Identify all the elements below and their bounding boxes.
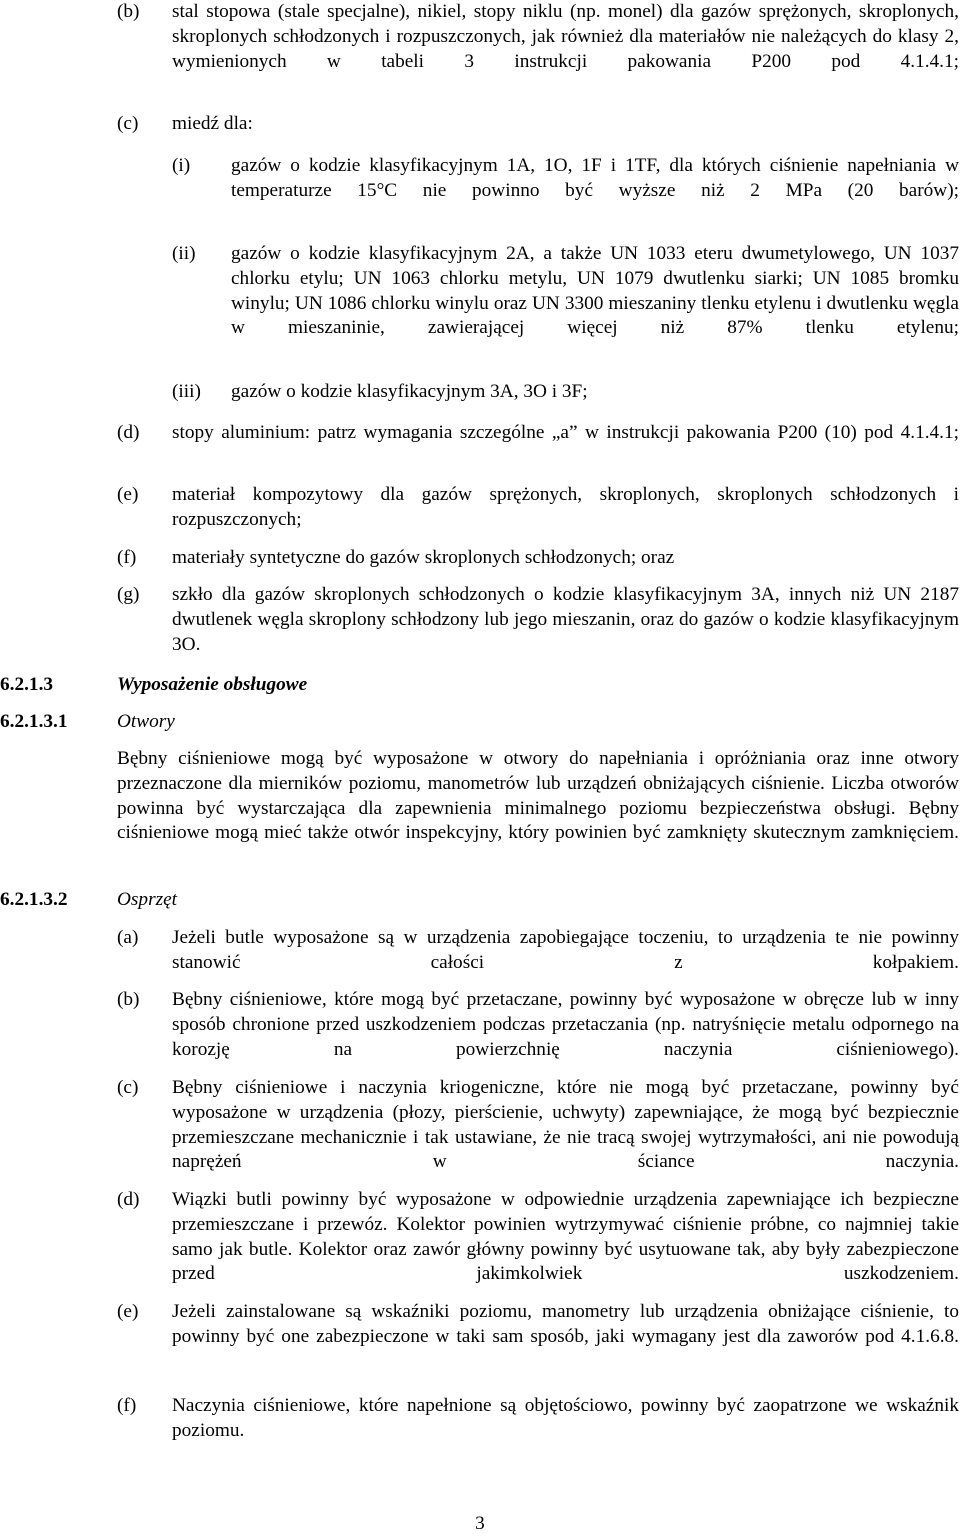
list-item-text: stal stopowa (stale specjalne), nikiel, stopy niklu (np. monel) dla gazów sprężonych, skroplonych, skroplonych schłodzonych i rozpuszczonych, jak również dla materiałów nie należących do klasy 2, wymienionych w tabeli 3 instrukcji pakowania P200 pod 4.1.4.1;	[172, 1, 959, 72]
page-number: 3	[475, 1513, 485, 1534]
sublist-item-text: gazów o kodzie klasyfikacyjnym 3A, 3O i 3F;	[231, 381, 588, 402]
list-label: (d)	[117, 422, 140, 443]
sublist-label: (ii)	[172, 243, 196, 264]
list-item-text: materiały syntetyczne do gazów skroplonych schłodzonych; oraz	[172, 547, 675, 568]
subsection-title: Osprzęt	[117, 889, 177, 910]
list-item-text: stopy aluminium: patrz wymagania szczególne „a” w instrukcji pakowania P200 (10) pod 4.1.4.1;	[172, 422, 959, 443]
list-label: (c)	[117, 113, 139, 134]
sublist-label: (iii)	[172, 381, 201, 402]
list-item-text: Naczynia ciśnieniowe, które napełnione są objętościowo, powinny być zaopatrzone we wskaźnik poziomu.	[172, 1395, 959, 1441]
list-item-text: Bębny ciśnieniowe, które mogą być przetaczane, powinny być wyposażone w obręcze lub w inny sposób chronione przed uszkodzeniem podczas przetaczania (np. natryśnięcie metalu odpornego na korozję na powierzchnię naczynia ciśnieniowego).	[172, 989, 959, 1060]
sublist-item-text: gazów o kodzie klasyfikacyjnym 1A, 1O, 1F i 1TF, dla których ciśnienie napełniania w temperaturze 15°C nie powinno być wyższe niż 2 MPa (20 barów);	[231, 155, 959, 201]
list-label: (b)	[117, 989, 140, 1010]
sublist-item-text: gazów o kodzie klasyfikacyjnym 2A, a także UN 1033 eteru dwumetylowego, UN 1037 chlorku etylu; UN 1063 chlorku metylu, UN 1079 dwutlenku siarki; UN 1085 bromku winylu; UN 1086 chlorku winylu oraz UN 3300 mieszaniny tlenku etylenu i dwutlenku węgla w mieszaninie, zawierającej więcej niż 87% tlenku etylenu;	[231, 243, 959, 339]
list-label: (a)	[117, 927, 139, 948]
list-item-text: Wiązki butli powinny być wyposażone w odpowiednie urządzenia zapewniające ich bezpieczne przemieszczane i przewóz. Kolektor powinien wytrzymywać ciśnienie próbne, co najmniej takie samo jak butle. Kolektor oraz zawór główny powinny być usytuowane tak, aby były zabezpieczone przed jakimkolwiek uszkodzeniem.	[172, 1189, 959, 1285]
list-label: (f)	[117, 1395, 137, 1416]
list-label: (f)	[117, 547, 137, 568]
list-item-text: Bębny ciśnieniowe i naczynia kriogeniczne, które nie mogą być przetaczane, powinny być wyposażone w urządzenia (płozy, pierścienie, uchwyty) zapewniające, że mogą być bezpiecznie przemieszczane mechanicznie i tak ustawiane, że nie tracą swojej wytrzymałości, ani nie powodują naprężeń w ściance naczynia.	[172, 1077, 959, 1173]
list-label: (d)	[117, 1189, 140, 1210]
list-label: (e)	[117, 1301, 139, 1322]
subsection-title: Otwory	[117, 711, 175, 732]
list-item-text: Jeżeli butle wyposażone są w urządzenia zapobiegające toczeniu, to urządzenia te nie powinny stanowić całości z kołpakiem.	[172, 927, 959, 973]
list-item-text: materiał kompozytowy dla gazów sprężonych, skroplonych, skroplonych schłodzonych i rozpuszczonych;	[172, 484, 959, 530]
paragraph: Bębny ciśnieniowe mogą być wyposażone w otwory do napełniania i opróżniania oraz inne otwory przeznaczone dla mierników poziomu, manometrów lub urządzeń obniżających ciśnienie. Liczba otworów powinna być wystarczająca dla zapewnienia minimalnego poziomu bezpieczeństwa obsługi. Bębny ciśnieniowe mogą mieć także otwór inspekcyjny, który powinien być zamknięty skutecznym zamknięciem.	[117, 748, 959, 844]
sublist-label: (i)	[172, 155, 191, 176]
subsection-number: 6.2.1.3.1	[0, 711, 68, 732]
list-item-text: Jeżeli zainstalowane są wskaźniki poziomu, manometry lub urządzenia obniżające ciśnienie, to powinny być one zabezpieczone w taki sam sposób, jaki wymagany jest dla zaworów pod 4.1.6.8.	[172, 1301, 959, 1347]
section-number: 6.2.1.3	[0, 674, 54, 695]
list-label: (b)	[117, 1, 140, 22]
list-label: (g)	[117, 584, 140, 605]
list-item-text: szkło dla gazów skroplonych schłodzonych o kodzie klasyfikacyjnym 3A, innych niż UN 2187 dwutlenek węgla skroplony schłodzony lub jego mieszanin, oraz do gazów o kodzie klasyfikacyjnym 3O.	[172, 584, 959, 655]
section-title: Wyposażenie obsługowe	[117, 674, 308, 695]
list-item-text: miedź dla:	[172, 113, 253, 134]
list-label: (e)	[117, 484, 139, 505]
subsection-number: 6.2.1.3.2	[0, 889, 68, 910]
list-label: (c)	[117, 1077, 139, 1098]
